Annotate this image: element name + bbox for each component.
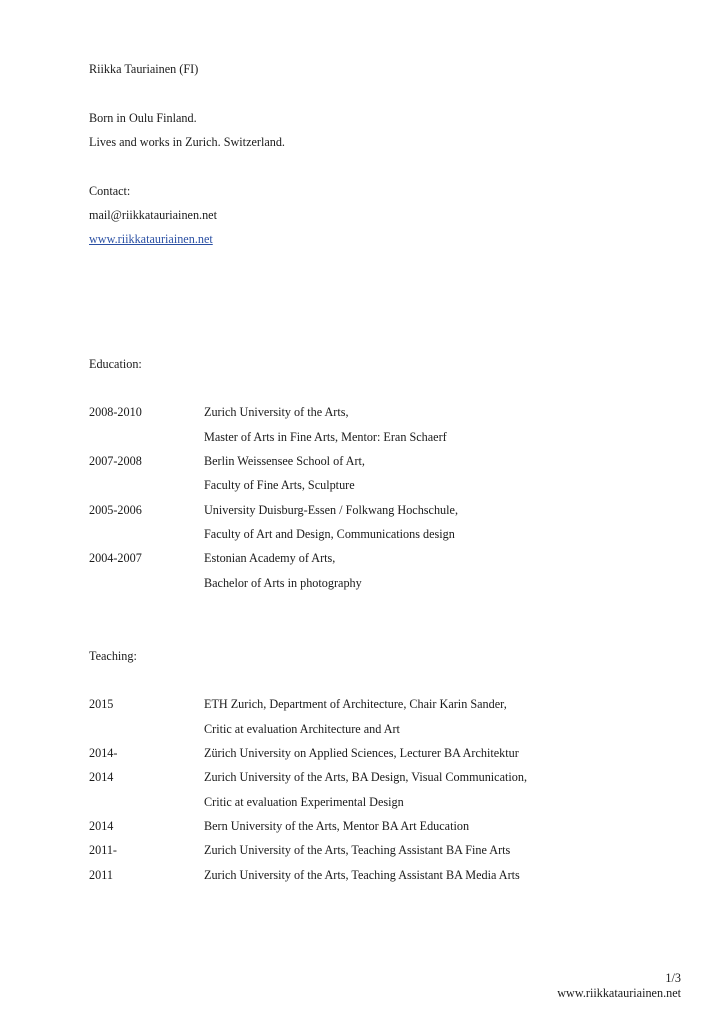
teaching-years: 2014 (89, 819, 114, 833)
education-years: 2005-2006 (89, 503, 142, 517)
footer-website: www.riikkatauriainen.net (557, 986, 681, 1000)
education-degree: Master of Arts in Fine Arts, Mentor: Eran Schaerf (204, 430, 447, 444)
teaching-position: Zurich University of the Arts, Teaching Assistant BA Media Arts (204, 868, 520, 882)
education-years: 2007-2008 (89, 454, 142, 468)
teaching-position: Zurich University of the Arts, Teaching Assistant BA Fine Arts (204, 843, 511, 857)
education-institution: Zurich University of the Arts, (204, 405, 349, 419)
teaching-heading: Teaching: (89, 649, 137, 663)
education-years: 2004-2007 (89, 551, 142, 565)
education-degree: Faculty of Art and Design, Communications design (204, 527, 455, 541)
teaching-years: 2015 (89, 697, 114, 711)
teaching-detail: Critic at evaluation Architecture and Art (204, 722, 400, 736)
page-number: 1/3 (665, 971, 681, 985)
teaching-position: Zürich University on Applied Sciences, Lecturer BA Architektur (204, 746, 519, 760)
education-years: 2008-2010 (89, 405, 142, 419)
teaching-years: 2014- (89, 746, 118, 760)
education-institution: Berlin Weissensee School of Art, (204, 454, 365, 468)
teaching-years: 2014 (89, 770, 114, 784)
education-degree: Faculty of Fine Arts, Sculpture (204, 478, 355, 492)
teaching-detail: Critic at evaluation Experimental Design (204, 795, 404, 809)
education-institution: University Duisburg-Essen / Folkwang Hochschule, (204, 503, 458, 517)
education-institution: Estonian Academy of Arts, (204, 551, 336, 565)
teaching-years: 2011 (89, 868, 113, 882)
teaching-years: 2011- (89, 843, 117, 857)
education-heading: Education: (89, 357, 142, 371)
email-text: mail@riikkatauriainen.net (89, 208, 217, 222)
teaching-position: Bern University of the Arts, Mentor BA Art Education (204, 819, 470, 833)
teaching-position: ETH Zurich, Department of Architecture, Chair Karin Sander, (204, 697, 507, 711)
born-text: Born in Oulu Finland. (89, 111, 197, 125)
artist-name: Riikka Tauriainen (FI) (89, 62, 199, 76)
lives-text: Lives and works in Zurich. Switzerland. (89, 135, 285, 149)
education-degree: Bachelor of Arts in photography (204, 576, 362, 590)
contact-label: Contact: (89, 184, 131, 198)
teaching-position: Zurich University of the Arts, BA Design, Visual Communication, (204, 770, 527, 784)
website-link[interactable]: www.riikkatauriainen.net (89, 232, 213, 246)
